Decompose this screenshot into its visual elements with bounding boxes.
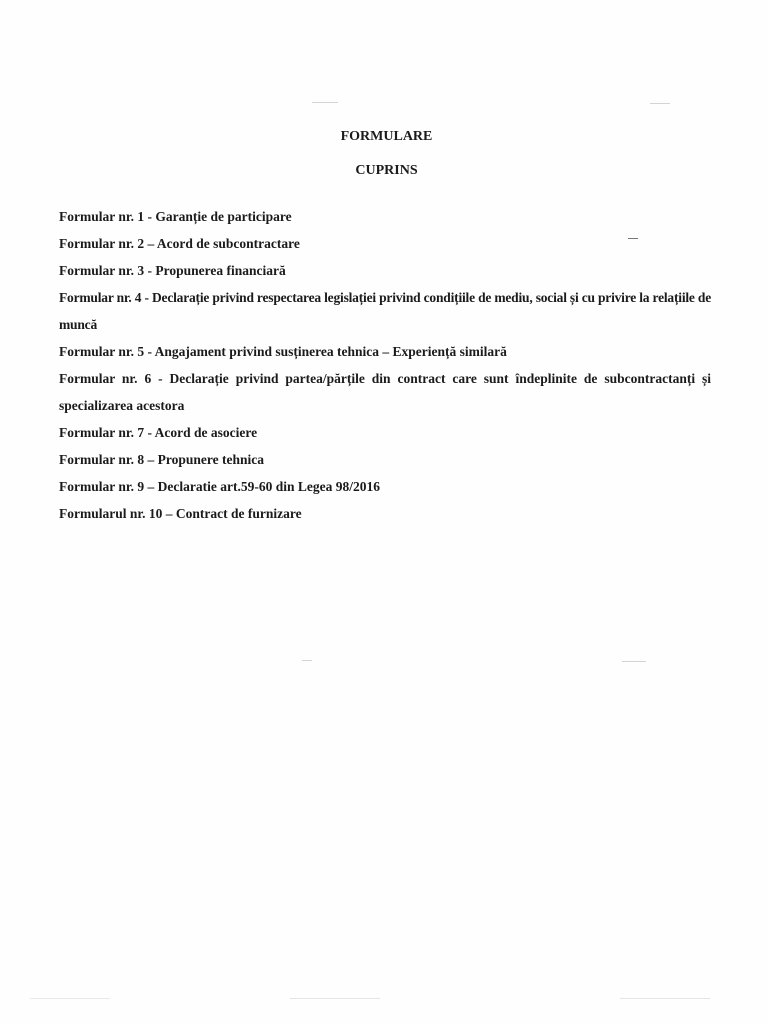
- toc-item: Formularul nr. 10 – Contract de furnizare: [59, 506, 302, 521]
- document-subtitle: CUPRINS: [355, 163, 418, 178]
- scan-speck: [312, 102, 338, 103]
- toc-item: Formular nr. 7 - Acord de asociere: [59, 425, 258, 440]
- scan-speck: [290, 998, 380, 999]
- toc-item: Formular nr. 6 - Declarație privind partea/părțile din contract care sunt îndeplinite de subcontractanți și specializarea acestora: [59, 371, 711, 413]
- scan-speck: [620, 998, 710, 999]
- toc-item: Formular nr. 9 – Declaratie art.59-60 din Legea 98/2016: [59, 479, 380, 494]
- toc-item: Formular nr. 8 – Propunere tehnica: [59, 452, 264, 467]
- toc-item: Formular nr. 2 – Acord de subcontractare: [59, 236, 300, 251]
- toc-item: Formular nr. 5 - Angajament privind susținerea tehnica – Experiență similară: [59, 344, 507, 359]
- toc-item: Formular nr. 1 - Garanție de participare: [59, 209, 292, 224]
- scan-speck: [622, 661, 646, 662]
- scan-speck: [650, 103, 670, 104]
- scan-speck: [30, 998, 110, 999]
- heading-block: [0, 120, 768, 188]
- document-title: FORMULARE: [340, 129, 433, 144]
- table-of-contents: [59, 203, 711, 527]
- scan-speck: [302, 660, 312, 661]
- toc-item: Formular nr. 4 - Declarație privind respectarea legislației privind condițiile de mediu, social și cu privire la relațiile de muncă: [59, 290, 711, 332]
- toc-item: Formular nr. 3 - Propunerea financiară: [59, 263, 286, 278]
